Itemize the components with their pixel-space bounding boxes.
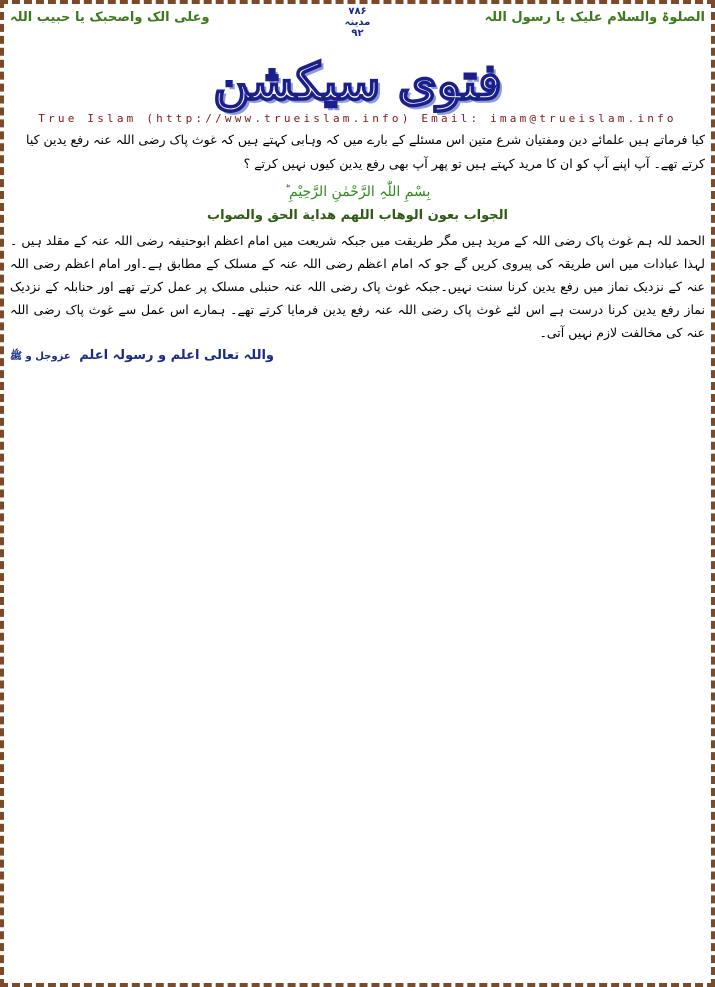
closing-text: واللہ تعالی اعلم و رسولہ اعلم [79,348,274,363]
question-text: کیا فرماتے ہیں علمائے دین ومفتیان شرع متین اس مسئلے کے بارے میں کہ وہابی کہتے ہیں کہ غوث پاک رضی اللہ عنہ رفع یدین کیا کرتے تھے۔ آپ اپنے آپ کو ان کا مرید کہتے ہیں تو پھر آپ بھی رفع یدین کیوں نہیں کرتے ؟ [26,132,705,171]
medina-number-top: ۷۸۶ [348,6,367,17]
page-title: فتوی سیکشن [213,52,502,111]
site-contact-line: True Islam (http://www.trueislam.info) Email: imam@trueislam.info [38,112,677,125]
medina-word: مدینہ [344,17,371,28]
bismillah: بِسْمِ اللّٰہِ الرَّحْمٰنِ الرَّحِیْمِ ؕ [284,184,431,200]
salawat-text: الصلوۃ والسلام علیک یا رسول اللہ [484,10,705,25]
closing-line [10,348,705,364]
answer-text: الحمد للہ ہم غوث پاک رضی اللہ کے مرید ہیں مگر طریقت میں جبکہ شریعت میں امام اعظم ابوحنیفہ رضی اللہ عنہ کے مقلد ہیں ۔لہذا عبادات میں اس طریقہ کی پیروی کریں گے جو کہ امام اعظم رضی اللہ عنہ کے مسلک کے مطابق ہے۔اور امام اعظم رضی اللہ عنہ کے نزدیک نماز میں رفع یدین کرنا سنت نہیں۔جبکہ غوث پاک رضی اللہ عنہ حنبلی مسلک پر عمل کرتے تھے اور حنابلہ کے نزدیک نماز رفع یدین کرنا درست ہے اس لئے غوث پاک رضی اللہ عنہ رفع یدین فرمایا کرتے تھے۔ ہمارے اس عمل سے غوث پاک رضی اللہ عنہ کی مخالفت لازم نہیں آتی۔ [10,233,705,340]
header-row [10,8,705,42]
closing-honorific: عزوجل و ﷺ [10,351,71,362]
wa-ala-text: وعلی الک واصحبک یا حبیب اللہ [10,10,210,25]
answer-heading: الجواب بعون الوهاب اللهم هداية الحق والصواب [207,208,508,223]
medina-number-bottom: ۹۲ [351,28,364,39]
medina-emblem [345,6,371,39]
fatwa-content [10,128,705,364]
